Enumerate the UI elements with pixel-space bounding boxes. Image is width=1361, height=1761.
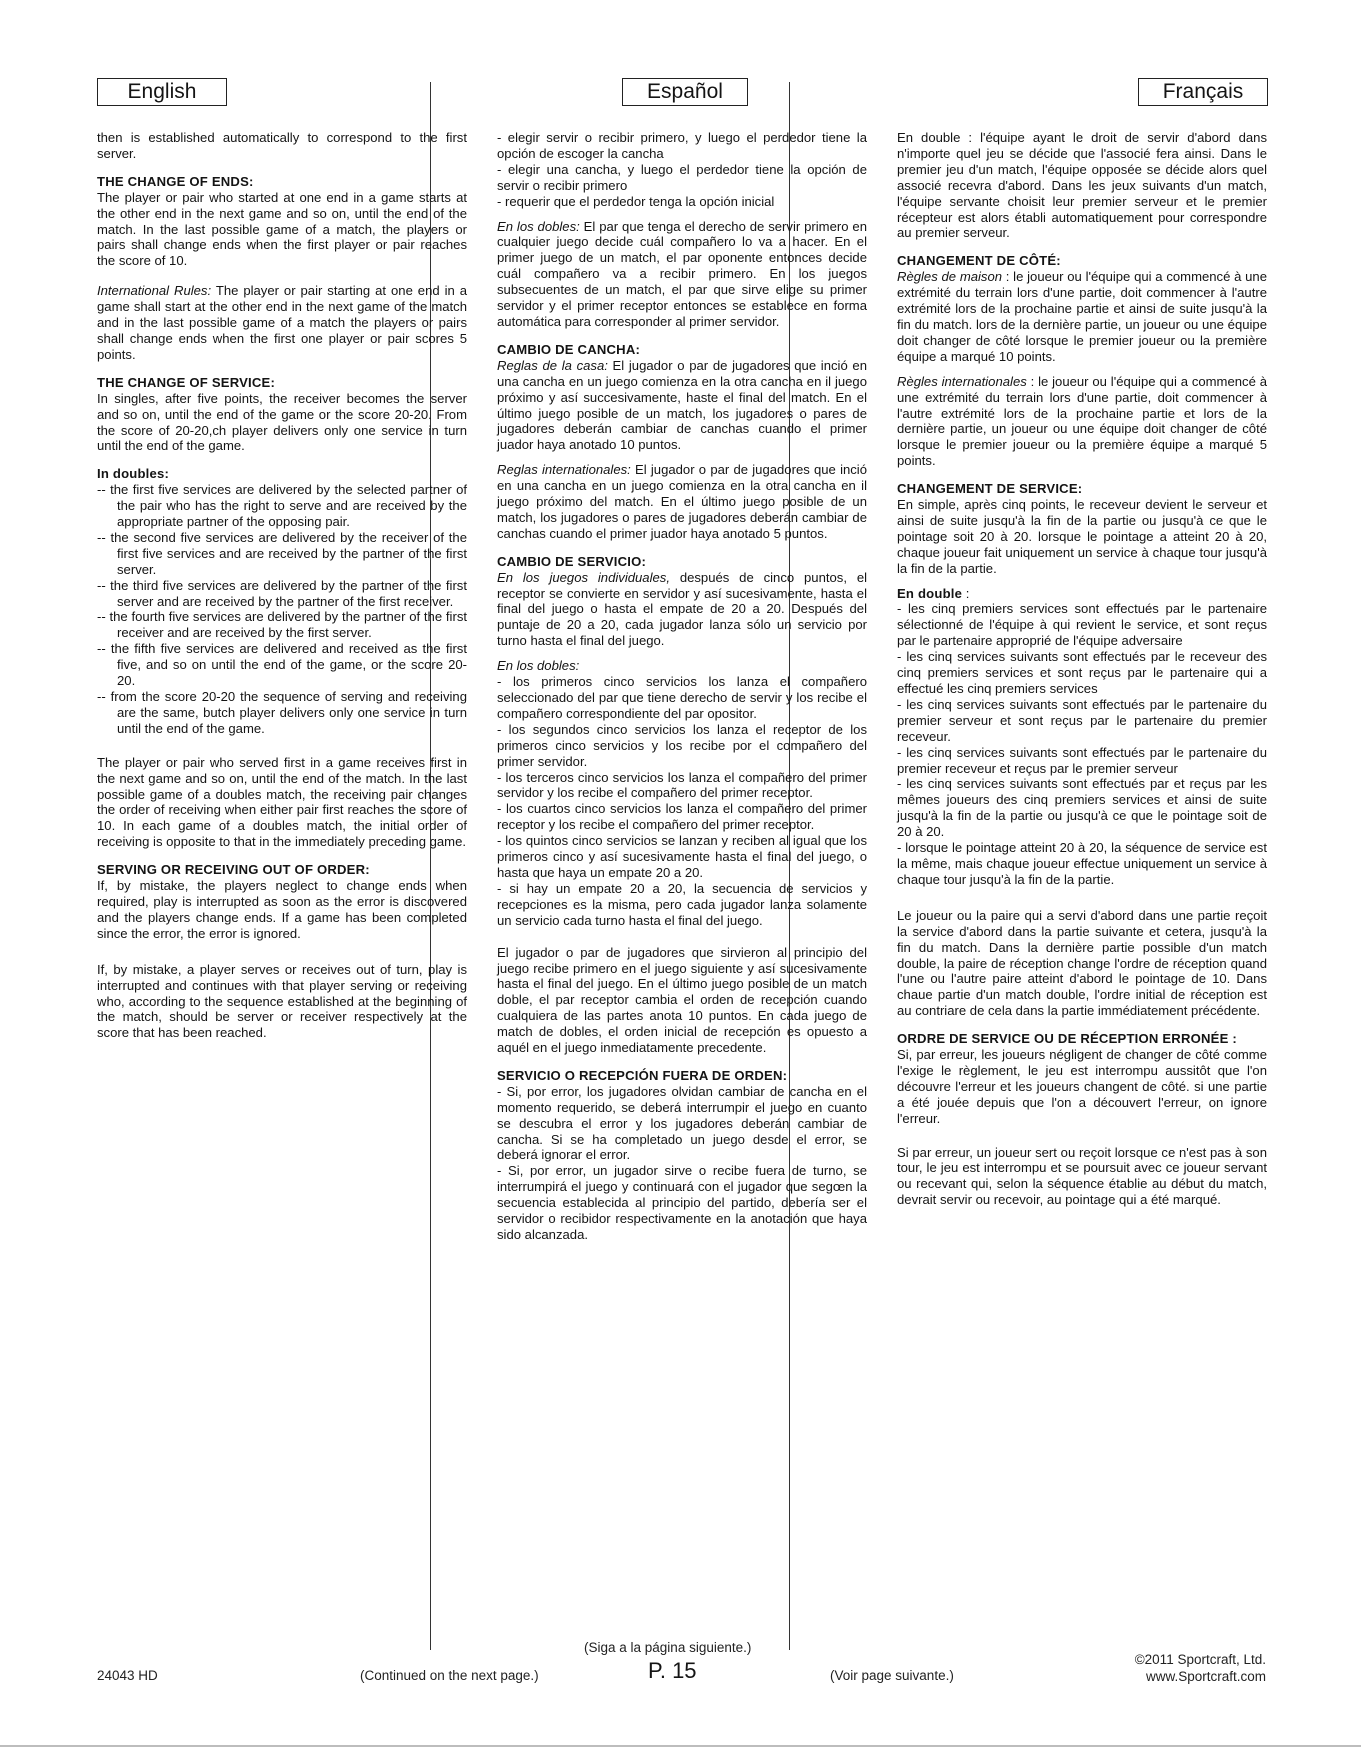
paragraph	[897, 374, 1267, 469]
list-item: - elegir servir o recibir primero, y luego el perdedor tiene la opción de escoger la cancha	[497, 130, 867, 161]
list-item: -- the second five services are delivered by the receiver of the first five services and are received by the partner of the first server.	[97, 529, 467, 577]
section-heading: SERVICIO O RECEPCIÓN FUERA DE ORDEN:	[497, 1067, 788, 1083]
list-item: - los primeros cinco servicios los lanza el compañero seleccionado del par que tiene derecho de servir y los recibe el compañero correspondiente del par opositor.	[497, 674, 867, 721]
paragraph-text: después de cinco puntos, el receptor se convierte en servidor y así sucesivamente, hasta el final del juego o hasta el empate de 20 a 20. Después del puntaje de 20 a 20, cada jugador lanza sólo un servicio por turno hasta el final del juego.	[497, 569, 868, 649]
list-item: - les cinq services suivants sont effectués par et reçus par les mêmes joueurs des cinq premiers services et ainsi de suite jusqu'à la fin de la partie ou jusqu'à ce que le pointage soit de 20 à 20.	[897, 776, 1267, 840]
paragraph: En simple, après cinq points, le receveur devient le serveur et ainsi de suite jusqu'à la fin de la partie ou jusqu'à ce que le pointage soit 20 à 20. lorsque le pointage a atteint 20 à 20, chaque joueur fait uniquement un service à chaque tour jusqu'à la fin de la partie.	[897, 497, 1267, 576]
italic-lead: En los dobles:	[497, 218, 580, 234]
section-heading: THE CHANGE OF ENDS:	[97, 173, 254, 189]
list-item: - elegir una cancha, y luego el perdedor tiene la opción de servir o recibir primero	[497, 161, 867, 193]
list-item: -- the fourth five services are delivered by the partner of the first receiver and are received by the first server.	[97, 609, 467, 641]
section-heading: CAMBIO DE CANCHA:	[497, 341, 641, 357]
paragraph: In singles, after five points, the receiver becomes the server and so on, until the end of the game or the score 20-20. From the score of 20-20,ch player delivers only one service in turn until the end of the game.	[97, 390, 467, 454]
paragraph	[497, 219, 867, 330]
subheading	[897, 586, 1267, 602]
website: www.Sportcraft.com	[1145, 1669, 1266, 1684]
paragraph	[497, 570, 867, 650]
paragraph: En double : l'équipe ayant le droit de servir d'abord dans n'importe quel jeu se décide que l'associé fera ainsi. Dans le premier jeu d'un match, l'équipe opposée se décide alors quel associé recevra d'abord. Dans les jeux suivants d'un match, l'équipe servante choisit leur premier serveur et le premier récepteur est alors établi automatiquement pour correspondre au premier serveur.	[897, 130, 1267, 241]
list-item: - les cinq services suivants sont effectués par le receveur des cinq premiers services et sont reçus par le partenaire qui a effectué les cinq premiers services	[897, 649, 1267, 696]
paragraph-text: : le joueur ou l'équipe qui a commencé à une extrémité du terrain lors d'une partie, doit commencer à l'autre extrémité lors de la prochaine partie et ainsi de suite jusqu'à la fin du match. lors de la dernière partie, un joueur ou une équipe doit changer de côté lorsque le premier joueur ou la première équipe a marqué 10 points.	[897, 269, 1267, 364]
subheading-tail: :	[962, 585, 970, 601]
english-column	[97, 130, 467, 1050]
list-item: - les cinq premiers services sont effectués par le partenaire sélectionné de l'équipe à qui revient le service, et sont reçus par le partenaire approprié de l'équipe adversaire	[897, 601, 1267, 649]
section-heading: SERVING OR RECEIVING OUT OF ORDER:	[97, 862, 370, 878]
section-heading: CHANGEMENT DE SERVICE:	[897, 481, 1083, 497]
list-item: - los segundos cinco servicios los lanza el receptor de los primeros cinco servicios y los recibe por el compañero del primer servidor.	[497, 721, 867, 769]
section-heading: CHANGEMENT DE CÔTÉ:	[897, 253, 1061, 269]
continued-espanol: (Siga a la página siguiente.)	[584, 1640, 752, 1655]
list-item: - los terceros cinco servicios los lanza el compañero del primer servidor y los recibe el compañero del primer receptor.	[497, 769, 867, 801]
paragraph: Si par erreur, un joueur sert ou reçoit lorsque ce n'est pas à son tour, le jeu est interrompu et se poursuit avec ce joueur servant ou recevant qui, selon la séquence établie au début du match, devrait servir ou recevoir, au pointage qui a été marqué.	[897, 1144, 1267, 1208]
paragraph: The player or pair who started at one end in a game starts at the other end in the next game and so on, until the end of the match. In the last possible game of a match, the players or pairs shall change ends when the first player or pair reaches the score of 10.	[97, 189, 467, 269]
italic-lead: Reglas de la casa:	[497, 357, 608, 373]
subheading: En los dobles:	[497, 658, 580, 674]
paragraph: El jugador o par de jugadores que sirvieron al principio del juego recibe primero en el juego siguiente y así sucesivamente hasta el final del juego. En el último juego posible de un match doble, el par receptor cambia el orden de recepción cuando cualquiera de las partes anota 10 puntos. En cada juego de match de dobles, el orden inicial de recepción es opuesto a aquél en el juego inmediatamente precedente.	[497, 944, 867, 1056]
italic-lead: Reglas internationales:	[497, 462, 631, 478]
list-item: -- the fifth five services are delivered and received as the first five, and so on until the end of the game, or the score 20-20.	[97, 641, 467, 689]
paragraph: The player or pair who served first in a game receives first in the next game and so on, until the end of the match. In the last possible game of a doubles match, the receiving pair changes the order of receiving when either pair first reaches the score of 10. In each game of a doubles match, the initial order of receiving is opposite to that in the immediately preceding game.	[97, 754, 467, 850]
list-item: -- the first five services are delivered by the selected partner of the pair who has the right to serve and are received by the appropriate partner of the opposing pair.	[97, 482, 467, 530]
language-label-english: English	[97, 78, 227, 106]
page-number: P. 15	[648, 1658, 697, 1683]
model-number: 24043 HD	[97, 1668, 158, 1683]
section-heading: ORDRE DE SERVICE OU DE RÉCEPTION ERRONÉE :	[897, 1031, 1237, 1047]
paragraph-text: El jugador o par de jugadores que inció en una cancha en un juego comienza en la otra cancha en il juego próximo del match. En el último juego posible de un match, los jugadores o pares de jugadores deberán cambiar de canchas cuando el primer juador haya anotado 5 puntos.	[497, 462, 867, 541]
paragraph: If, by mistake, a player serves or receives out of turn, play is interrupted and continues with that player serving or receiving who, according to the sequence established at the beginning of the match, should be server or receiver respectively at the score that has been reached.	[97, 961, 467, 1041]
italic-lead: Règles internationales	[897, 373, 1027, 389]
paragraph	[497, 462, 867, 542]
paragraph: Si, par erreur, les joueurs négligent de changer de côté comme l'exige le règlement, le jeu est interrompu aussitôt que l'on découvre l'erreur et les joueurs changent de côté. si une partie a été jouée depuis que l'on a découvert l'erreur, on ignore l'erreur.	[897, 1047, 1267, 1126]
list-item: - los quintos cinco servicios se lanzan y reciben al igual que los primeros cinco y así sucesivamente hasta el final del juego, o hasta que haya un empate 20 a 20.	[497, 833, 867, 880]
list-item: - les cinq services suivants sont effectués par le partenaire du premier receveur et reçus par le premier serveur	[897, 744, 1267, 776]
section-heading: THE CHANGE OF SERVICE:	[97, 374, 276, 390]
continued-english: (Continued on the next page.)	[360, 1668, 539, 1683]
scan-edge	[0, 1745, 1361, 1747]
list-item: - Si, por error, los jugadores olvidan cambiar de cancha en el momento requerido, se deberá interrumpir el juego en cuanto se descubra el error y los jugadores deberán cambiar de cancha. Si se ha completado un juego desde el error, se deberá ignorar el error.	[497, 1083, 867, 1163]
list-item: - los cuartos cinco servicios los lanza el compañero del primer receptor y los recibe el compañero del primer receptor.	[497, 801, 867, 833]
francais-column	[897, 130, 1267, 1217]
language-label-espanol: Español	[622, 78, 748, 106]
paragraph-text: : le joueur ou l'équipe qui a commencé à une extrémité du terrain lors d'une partie, doit commencer à l'autre extrémité lors de la prochaine partie et lors de la dernière partie, un joueur ou une équipe doit changer de côté lorsque le premier joueur ou la première équipe a marqué 5 points.	[897, 373, 1267, 469]
paragraph-text: El jugador o par de jugadores que inció en una cancha en un juego comienza en la otra cancha en il juego próximo y así succesivamente, haste el final del match. En el último juego posible de un match, los jugadores o pares de jugadores deberán cambiar de canchas cuando el primer juador haya anotado 10 puntos.	[497, 357, 867, 453]
copyright: ©2011 Sportcraft, Ltd.	[1134, 1652, 1266, 1667]
italic-lead: En los juegos individuales,	[497, 569, 670, 585]
section-heading: CAMBIO DE SERVICIO:	[497, 553, 647, 569]
list-item: - lorsque le pointage atteint 20 à 20, la séquence de service est la même, mais chaque joueur effectue uniquement un service à chaque tour jusqu'à la fin de la partie.	[897, 840, 1267, 887]
paragraph: If, by mistake, the players neglect to change ends when required, play is interrupted as soon as the error is discovered and the players change ends. If a game has been completed since the error, the error is ignored.	[97, 878, 467, 941]
list-item: -- the third five services are delivered by the partner of the first server and are received by the partner of the first receiver.	[97, 577, 467, 609]
list-item: - si hay un empate 20 a 20, la secuencia de servicios y recepciones es la misma, pero cada jugador lanza solamente un servicio cada turno hasta el final del juego.	[497, 880, 867, 928]
language-label-francais: Français	[1138, 78, 1268, 106]
paragraph-text: El par que tenga el derecho de servir primero en cualquier juego decide cuál compañero lo va a hacer. En el primer juego de un match, el par oponente entonces decide cuál compañero va a recibir primero. En los juegos subsecuentes de un match, el par que sirve elige su primer servidor y el primer receptor entonces se establece en forma automática para corresponder al primer servidor.	[497, 218, 867, 329]
espanol-column	[497, 130, 867, 1243]
paragraph: Le joueur ou la paire qui a servi d'abord dans une partie reçoit la service d'abord dans la partie suivante et cetera, jusqu'à la fin du match. Dans la dernière partie possible d'un match double, la paire de réception change l'ordre de réception quand l'une ou l'autre paire atteint d'abord le pointage de 10. Dans chaue partie d'un match double, l'ordre initial de réception est au contriare de cela dans la partie immédiatement précédente.	[897, 907, 1267, 1019]
list-item: - Si, por error, un jugador sirve o recibe fuera de turno, se interrumpirá el juego y continuará con el jugador que segœn la secuencia establecida al principio del partido, debería ser el servidor o recibidor respectivamente en la anotación que haya sido alcanzada.	[497, 1163, 867, 1242]
subheading: In doubles:	[97, 466, 170, 482]
paragraph	[497, 358, 867, 453]
list-item: -- from the score 20-20 the sequence of serving and receiving are the same, butch player delivers only one service in turn until the end of the game.	[97, 689, 467, 736]
paragraph	[897, 269, 1267, 364]
list-item: - requerir que el perdedor tenga la opción inicial	[497, 193, 775, 209]
paragraph: then is established automatically to correspond to the first server.	[97, 130, 467, 161]
continued-francais: (Voir page suivante.)	[830, 1668, 954, 1683]
list-item: - les cinq services suivants sont effectués par le partenaire du premier serveur et sont reçus par le partenaire du premier receveur.	[897, 696, 1267, 744]
paragraph	[97, 283, 467, 363]
italic-lead: International Rules:	[97, 283, 212, 299]
paragraph-text: The player or pair starting at one end in a game shall start at the other end in the next game of the match and in the last possible game of a match the players or pairs shall change ends when the first one player or pair scores 5 points.	[97, 283, 467, 362]
subheading-text: En double	[897, 585, 963, 601]
italic-lead: Règles de maison	[897, 269, 1003, 285]
